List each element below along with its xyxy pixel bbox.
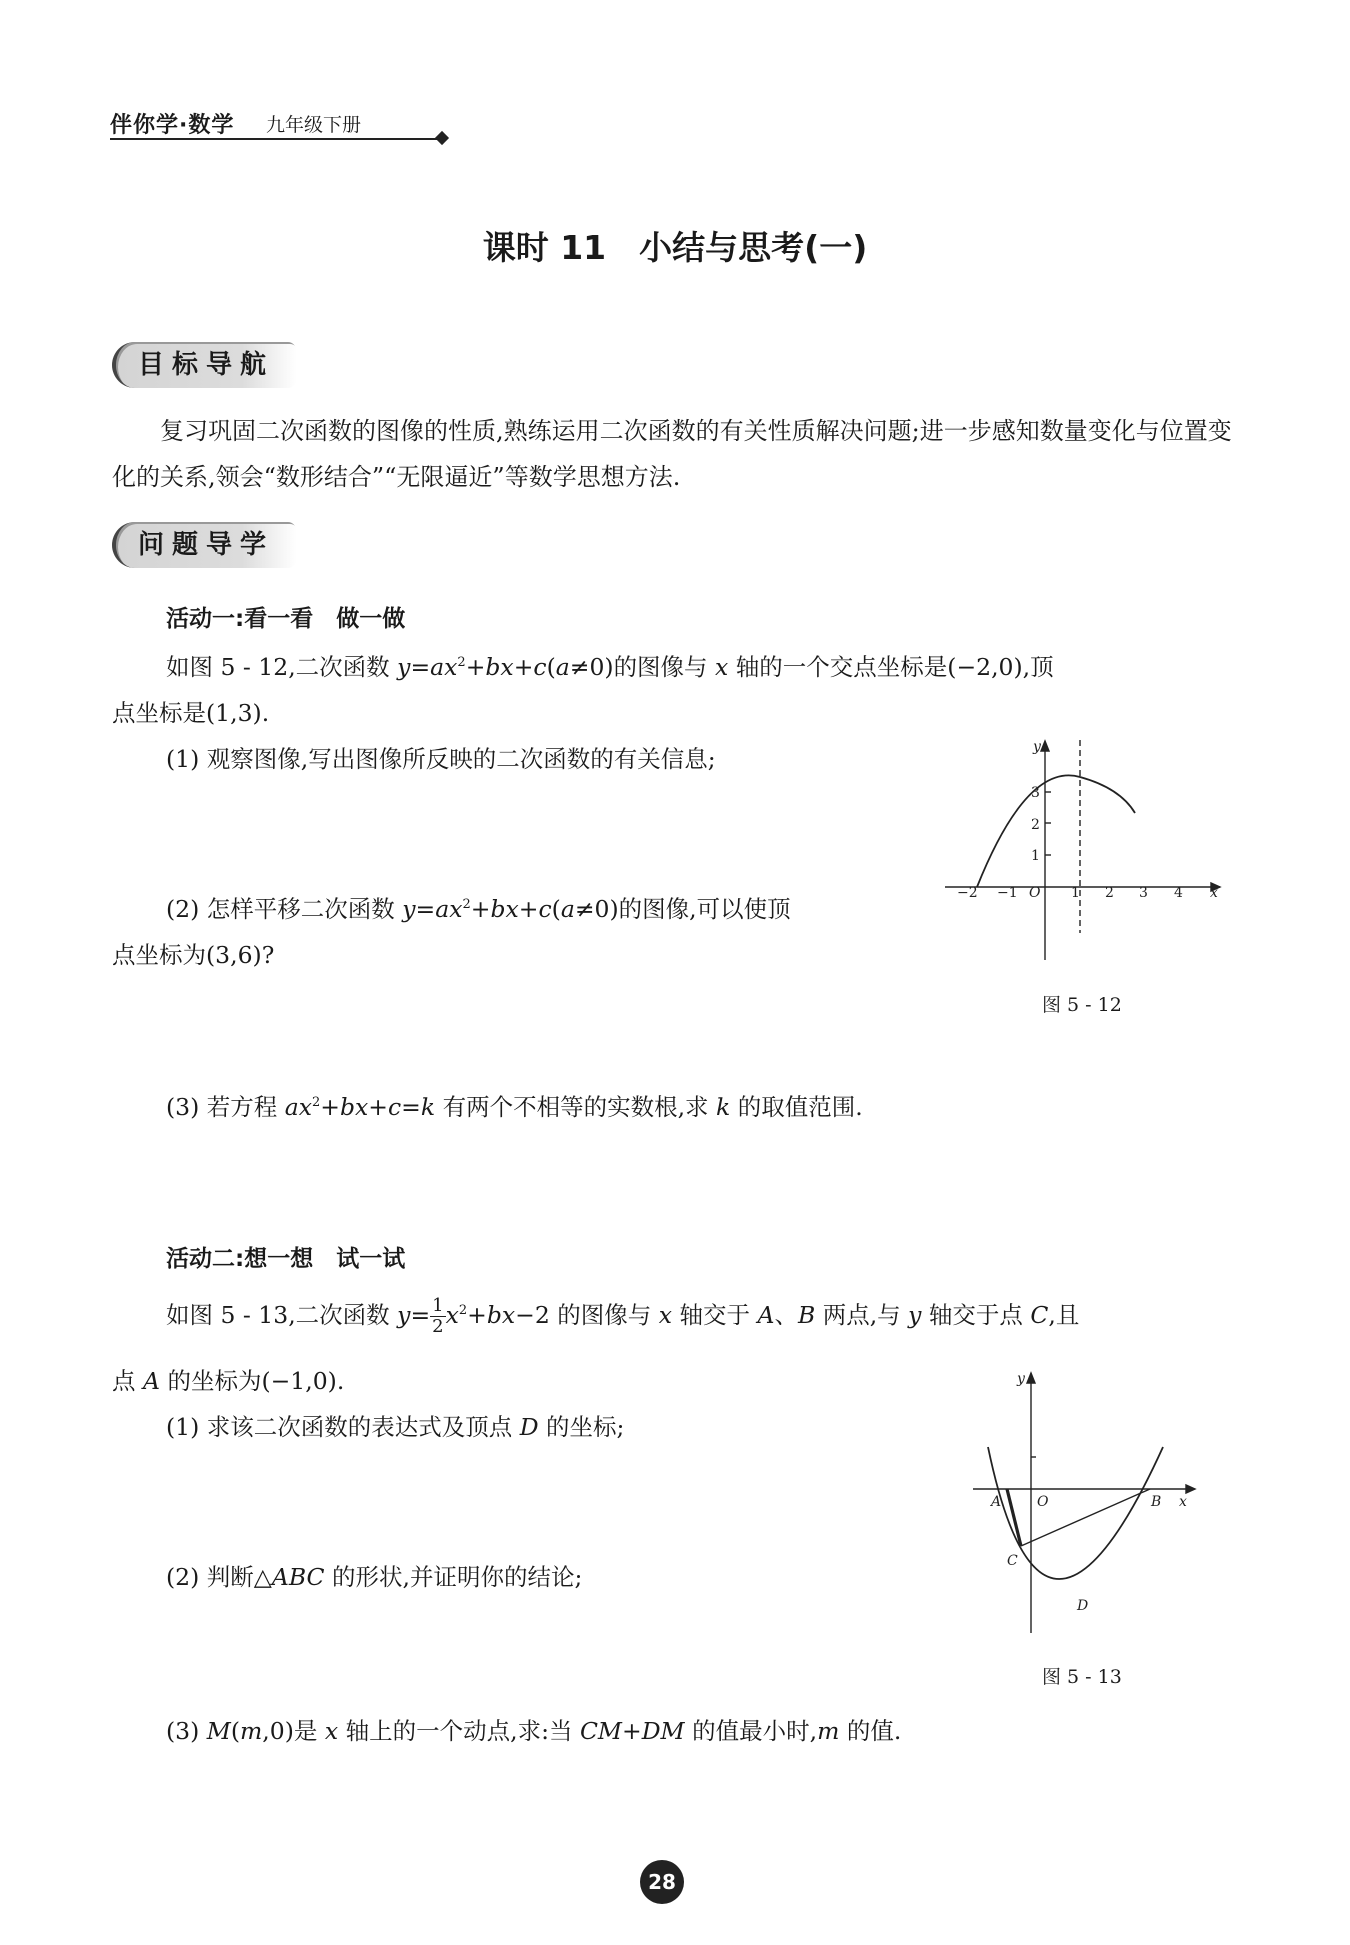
activity1-q2-cont: 点坐标为(3,6)? [112, 941, 275, 969]
x-tick-label-2: 2 [1105, 885, 1114, 901]
activity1-q3: (3) 若方程 $ax^2+bx+c=k$ 有两个不相等的实数根,求 k 的取值范围. [166, 1093, 863, 1121]
book-title: 伴你学·数学 [110, 113, 235, 138]
parabola-curve [977, 775, 1135, 887]
activity1-intro-cont: 点坐标是(1,3). [112, 699, 270, 727]
fraction-one-half: $\frac{1}{2}$ [432, 1295, 444, 1337]
figure-5-12 [945, 735, 1230, 965]
activity1-heading: 活动一:看一看 做一做 [166, 606, 406, 632]
origin-label: O [1029, 885, 1041, 901]
point-b-label: B [1151, 1494, 1162, 1510]
segment-ac [1007, 1489, 1021, 1546]
x-tick-label-3: 3 [1139, 885, 1148, 901]
study-badge: 问题导学 [112, 522, 296, 568]
activity2-intro-cont: 点 A 的坐标为(−1,0). [112, 1367, 345, 1395]
x-axis-label: x [1210, 885, 1218, 901]
page-number: 28 [640, 1860, 684, 1904]
x-tick-label-1: 1 [1071, 885, 1080, 901]
y-tick-label-2: 2 [1031, 817, 1040, 833]
x-tick-label-neg1: −1 [997, 885, 1018, 901]
activity1-q1: (1) 观察图像,写出图像所反映的二次函数的有关信息; [166, 745, 716, 773]
activity2-q3: (3) M(m,0)是 x 轴上的一个动点,求:当 CM+DM 的值最小时,m 的值. [166, 1717, 902, 1745]
y-tick-label-1: 1 [1031, 848, 1040, 864]
y-tick-label-3: 3 [1031, 785, 1040, 801]
book-grade: 九年级下册 [266, 114, 362, 136]
lesson-title: 课时 11 小结与思考(一) [482, 228, 868, 267]
activity2-intro: 如图 5 - 13,二次函数 y= $\frac{1}{2}$ $x^2+bx-2$ 的图像与 x 轴交于 A、B 两点,与 y 轴交于点 C,且 [166, 1295, 1080, 1337]
x-tick-label-4: 4 [1174, 885, 1183, 901]
point-a-label: A [991, 1494, 1002, 1510]
activity2-q2: (2) 判断△ABC 的形状,并证明你的结论; [166, 1563, 583, 1591]
figure-5-12-caption: 图 5 - 12 [1042, 994, 1122, 1016]
point-c-label: C [1007, 1553, 1018, 1569]
header-diamond-icon [435, 131, 449, 145]
y-axis-arrow-icon [1041, 741, 1049, 751]
y-axis-label: y [1033, 739, 1041, 755]
activity2-q1: (1) 求该二次函数的表达式及顶点 D 的坐标; [166, 1413, 625, 1441]
origin-label: O [1037, 1494, 1049, 1510]
figure-5-13 [965, 1365, 1205, 1645]
y-axis-label: y [1017, 1371, 1025, 1387]
x-axis-label: x [1179, 1494, 1187, 1510]
point-d-label: D [1077, 1598, 1089, 1614]
activity1-q2: (2) 怎样平移二次函数 $y=ax^2+bx+c(a\ne 0)$的图像,可以使顶 [166, 895, 791, 923]
activity1-intro: 如图 5 - 12,二次函数 $y=ax^2+bx+c(a\ne 0)$的图像与 x 轴的一个交点坐标是(−2,0),顶 [166, 653, 1054, 681]
y-axis-arrow-icon [1027, 1373, 1035, 1383]
figure-5-13-caption: 图 5 - 13 [1042, 1666, 1122, 1688]
header-rule [110, 138, 440, 140]
goal-text: 复习巩固二次函数的图像的性质,熟练运用二次函数的有关性质解决问题;进一步感知数量变化与位置变化的关系,领会“数形结合”“无限逼近”等数学思想方法. [112, 417, 1232, 491]
goal-badge: 目标导航 [112, 342, 296, 388]
activity2-heading: 活动二:想一想 试一试 [166, 1246, 406, 1272]
x-tick-label-neg2: −2 [957, 885, 978, 901]
x-axis-arrow-icon [1186, 1485, 1195, 1493]
